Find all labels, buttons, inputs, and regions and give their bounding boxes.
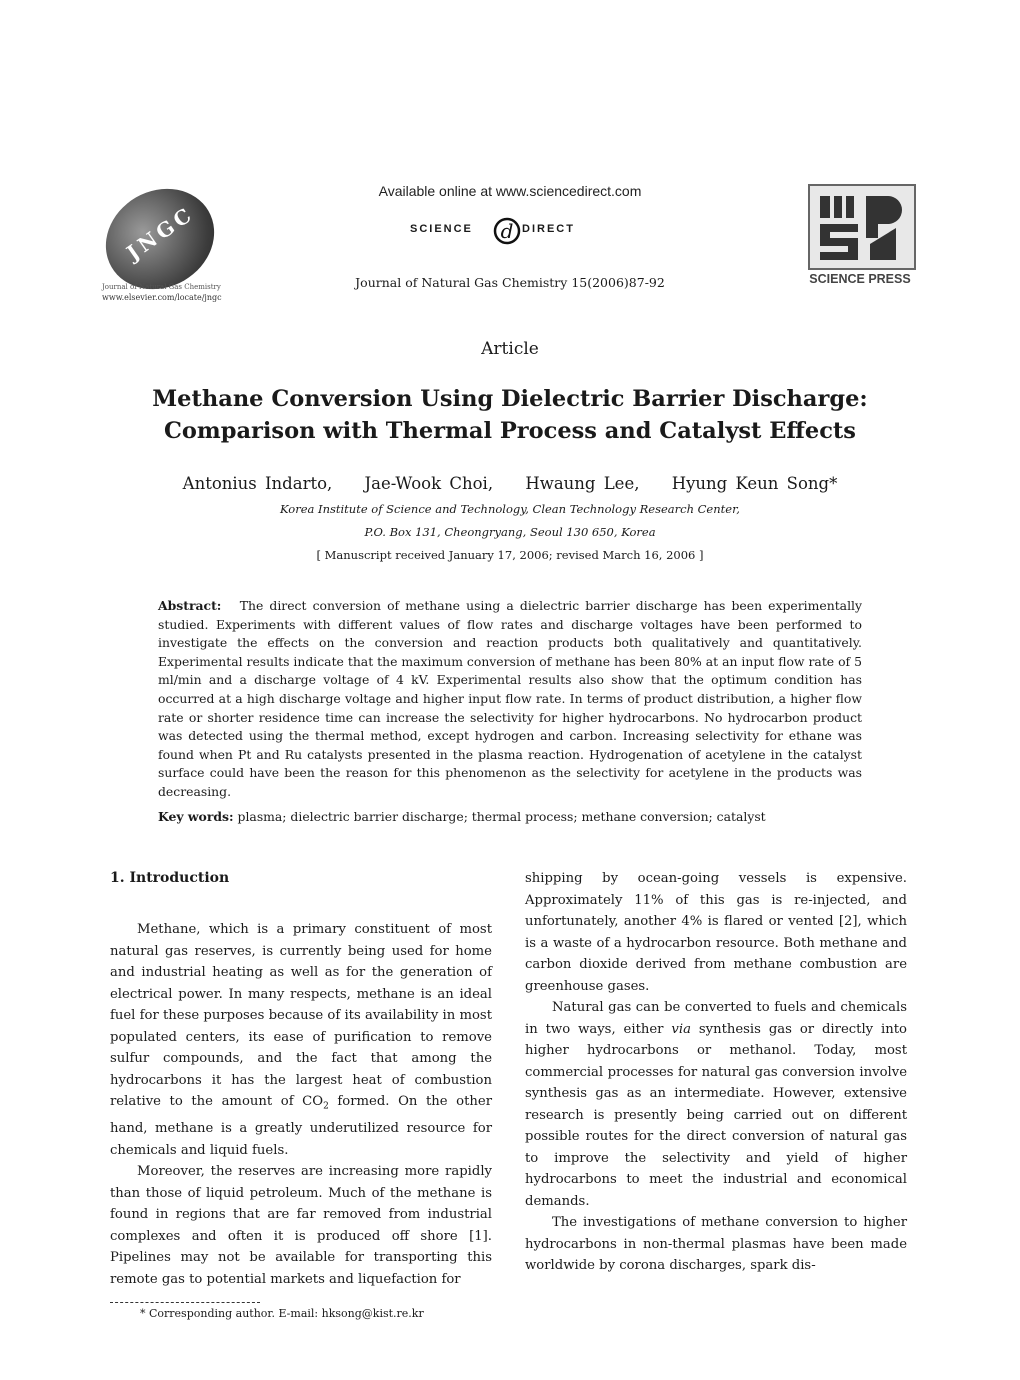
science-press-emblem	[808, 184, 916, 270]
abstract-label: Abstract:	[158, 598, 222, 613]
science-press-caption: SCIENCE PRESS	[809, 272, 911, 286]
footnote-rule	[110, 1302, 260, 1303]
author: Hwaung Lee,	[525, 474, 640, 493]
paragraph	[110, 919, 492, 1161]
paragraph-text: synthesis gas or directly into higher hydrocarbons or methanol. Today, most commercial processes for natural gas conversion involve synthesis gas as an intermediate. However, extensive research is presently being carried out on different possible routes for the direct conversion of natural gas to improve the selectivity and yield of higher hydrocarbons to meet the industrial and economical demands.	[525, 1021, 907, 1209]
affiliation-line-2: P.O. Box 131, Cheongryang, Seoul 130 650, Korea	[364, 525, 656, 539]
keywords-label: Key words:	[158, 809, 234, 824]
author-list	[0, 474, 1020, 493]
sciencedirect-logo	[410, 212, 610, 246]
left-column	[110, 919, 492, 1290]
sciencedirect-d-icon	[492, 212, 522, 246]
subscript: 2	[323, 1101, 329, 1112]
section-heading: 1. Introduction	[110, 870, 230, 886]
keywords	[158, 808, 862, 826]
title-line-2: Comparison with Thermal Process and Catalyst Effects	[164, 418, 856, 444]
paragraph: The investigations of methane conversion to higher hydrocarbons in non-thermal plasmas have been made worldwide by corona discharges, spark dis-	[525, 1215, 907, 1273]
svg-text:d: d	[500, 219, 514, 243]
paragraph: Moreover, the reserves are increasing more rapidly than those of liquid petroleum. Much of the methane is found in regions that are far removed from industrial complexes and often it is produced off shore [1]. Pipelines may not be available for transporting this remote gas to potential markets and liquefaction for	[110, 1164, 492, 1287]
author: Antonius Indarto,	[182, 474, 333, 493]
jngc-logo-text: JNGC	[122, 201, 199, 265]
abstract-text: The direct conversion of methane using a dielectric barrier discharge has been experimentally studied. Experiments with different values of flow rates and discharge voltages have been performed to investigate the effects on the conversion and reaction products both qualitatively and quantitatively. Experimental results indicate that the maximum conversion of methane has been 80% at an input flow rate of 5 ml/min and a discharge voltage of 4 kV. Experimental results also show that the optimum condition has occurred at a high discharge voltage and higher input flow rate. In terms of product distribution, a higher flow rate or shorter residence time can increase the selectivity for higher hydrocarbons. No hydrocarbon product was detected using the thermal method, except hydrogen and carbon. Increasing selectivity for ethane was found when Pt and Ru catalysts presented in the plasma reaction. Hydrogenation of acetylene in the catalyst surface could have been the reason for this phenomenon as the selectivity for acetylene in the products was decreasing.	[158, 598, 862, 799]
paragraph-text: formed. On the other hand, methane is a greatly underutilized resource for chemicals and liquid fuels.	[110, 1094, 492, 1158]
article-type: Article	[481, 339, 539, 359]
right-column	[525, 868, 907, 1277]
paragraph	[525, 997, 907, 1212]
paragraph-text: Methane, which is a primary constituent of most natural gas reserves, is currently being used for home and industrial heating as well as for the generation of electrical power. In many respects, methane is an ideal fuel for these purposes because of its availability in most populated centers, its ease of purification to remove sulfur compounds, and the fact that among the hydrocarbons it has the largest heat of combustion relative to the amount of CO	[110, 922, 492, 1109]
title-line-1: Methane Conversion Using Dielectric Barrier Discharge:	[152, 386, 868, 412]
sciencedirect-left: SCIENCE	[410, 223, 473, 235]
affiliation-line-1: Korea Institute of Science and Technology, Clean Technology Research Center,	[280, 502, 740, 516]
keywords-text: plasma; dielectric barrier discharge; thermal process; methane conversion; catalyst	[237, 809, 766, 824]
footnote: * Corresponding author. E-mail: hksong@kist.re.kr	[140, 1307, 424, 1320]
paper-title	[60, 383, 960, 447]
jngc-url: www.elsevier.com/locate/jngc	[102, 293, 222, 302]
available-online: Available online at www.sciencedirect.com	[378, 183, 642, 199]
author: Hyung Keun Song*	[671, 474, 838, 493]
jngc-caption: Journal of Natural Gas Chemistry	[102, 283, 221, 291]
paragraph-text: Natural gas can be converted to fuels and chemicals in two ways, either	[525, 1000, 907, 1037]
italic-text: via	[671, 1021, 691, 1037]
author: Jae-Wook Choi,	[364, 474, 494, 493]
abstract	[158, 597, 862, 802]
manuscript-dates: [ Manuscript received January 17, 2006; revised March 16, 2006 ]	[316, 548, 704, 562]
sciencedirect-right: DIRECT	[522, 223, 575, 235]
paragraph: shipping by ocean-going vessels is expensive. Approximately 11% of this gas is re-injected, and unfortunately, another 4% is flared or vented [2], which is a waste of a hydrocarbon resource. Both methane and carbon dioxide derived from methane combustion are greenhouse gases.	[525, 871, 907, 994]
science-press-logo	[808, 184, 912, 288]
journal-citation: Journal of Natural Gas Chemistry 15(2006)87-92	[355, 275, 665, 290]
